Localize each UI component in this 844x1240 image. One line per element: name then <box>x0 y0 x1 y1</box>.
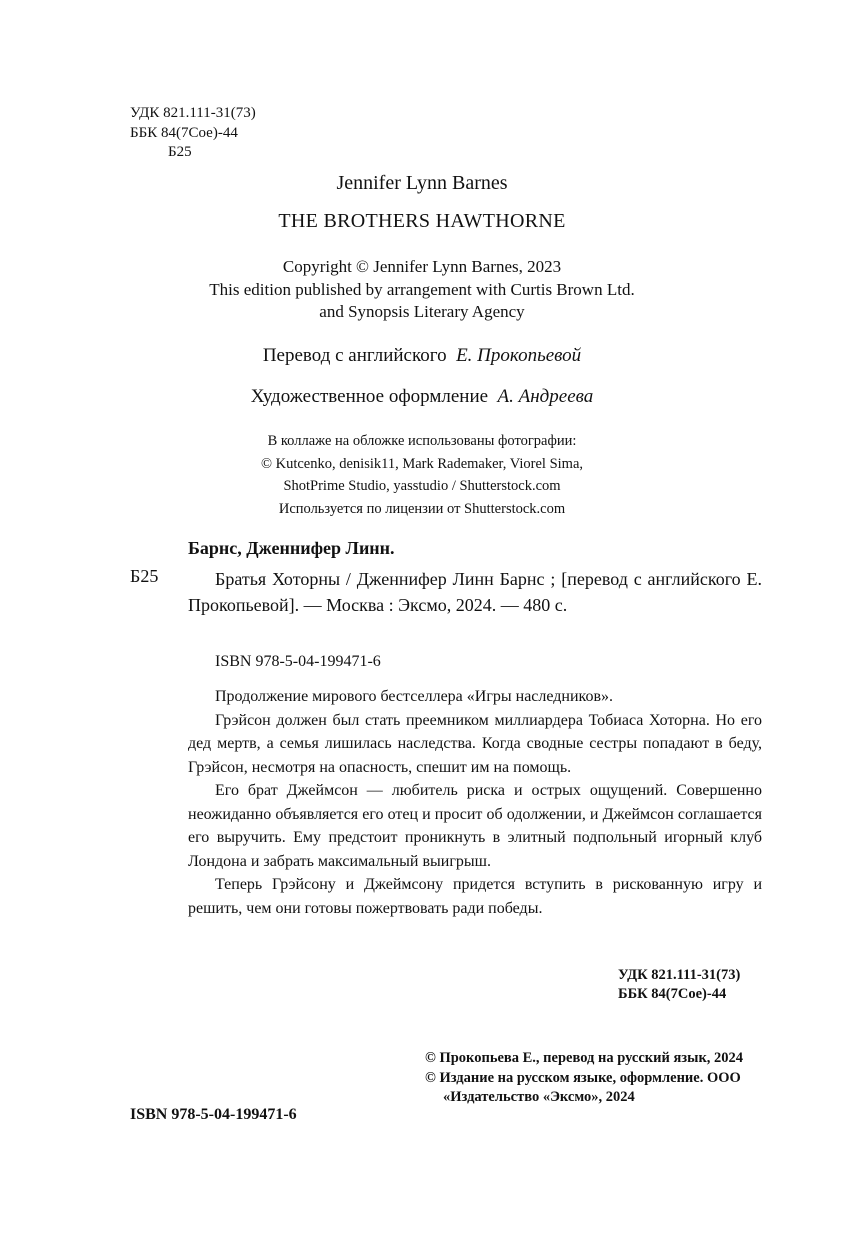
copyright-line: Copyright © Jennifer Lynn Barnes, 2023 <box>282 257 562 276</box>
photo-credit-line: © Kutcenko, denisik11, Mark Rademaker, Viorel Sima, <box>260 455 584 472</box>
bib-description: Братья Хоторны / Дженнифер Линн Барнс ; [перевод с английского Е. Прокопьевой]. — Москва : Эксмо, 2024. — 480 с. <box>188 569 762 615</box>
udk-code: УДК 821.111-31(73) <box>130 105 256 121</box>
design-label: Художественное оформление <box>250 386 489 407</box>
annotation-paragraph: Грэйсон должен был стать преемником миллиардера Тобиаса Хоторна. Но его дед мертв, а семья лишилась наследства. Когда сводные сестры попадают в беду, Грэйсон, несмотря на опасность, спешит им на помощь. <box>188 711 762 776</box>
annotation-paragraph: Продолжение мирового бестселлера «Игры наследников». <box>215 688 614 705</box>
bib-author: Барнс, Дженнифер Линн. <box>188 538 395 558</box>
copyright-line: This edition published by arrangement with Curtis Brown Ltd. <box>209 279 635 299</box>
translator-name: Е. Прокопьевой <box>456 345 582 366</box>
photo-credit-line: ShotPrime Studio, yasstudio / Shutterstock.com <box>283 478 561 494</box>
photo-credits <box>0 430 844 520</box>
rights-line: © Издание на русском языке, оформление. ООО «Издательство «Эксмо», 2024 <box>425 1069 741 1105</box>
photo-credit-line: В коллаже на обложке использованы фотографии: <box>267 433 577 449</box>
bbk-code: ББК 84(7Сое)-44 <box>618 986 727 1002</box>
translator-credit <box>0 345 844 367</box>
rights-line: © Прокопьева Е., перевод на русский язык, 2024 <box>425 1050 744 1066</box>
author-mark: Б25 <box>168 144 192 160</box>
rights-notice <box>425 1049 785 1108</box>
copyright-line: and Synopsis Literary Agency <box>319 302 525 321</box>
bib-code: Б25 <box>130 566 159 586</box>
book-title-en: THE BROTHERS HAWTHORNE <box>278 210 566 232</box>
annotation-paragraph: Теперь Грэйсону и Джеймсону придется вступить в рискованную игру и решить, чем они готовы пожертвовать ради победы. <box>188 876 762 917</box>
photo-credit-line: Используется по лицензии от Shutterstock.com <box>278 500 566 517</box>
translator-label: Перевод с английского <box>262 345 447 366</box>
annotation-paragraph: Его брат Джеймсон — любитель риска и острых ощущений. Совершенно неожиданно объявляется его отец и просит об одолжении, и Джеймсон соглашается его выручить. Ему предстоит проникнуть в элитный подпольный игорный клуб Лондона и забрать максимальный выигрыш. <box>188 782 762 870</box>
author-name-en: Jennifer Lynn Barnes <box>336 172 508 194</box>
copyright-block <box>0 256 844 324</box>
bbk-code: ББК 84(7Сое)-44 <box>130 124 238 141</box>
design-credit <box>0 386 844 408</box>
annotation <box>188 685 762 920</box>
designer-name: А. Андреева <box>497 386 594 407</box>
classification-codes-bottom <box>618 966 740 1004</box>
isbn-bottom: ISBN 978-5-04-199471-6 <box>130 1106 297 1123</box>
classification-codes-top <box>130 104 256 163</box>
isbn: ISBN 978-5-04-199471-6 <box>215 653 381 670</box>
udk-code: УДК 821.111-31(73) <box>618 967 741 983</box>
